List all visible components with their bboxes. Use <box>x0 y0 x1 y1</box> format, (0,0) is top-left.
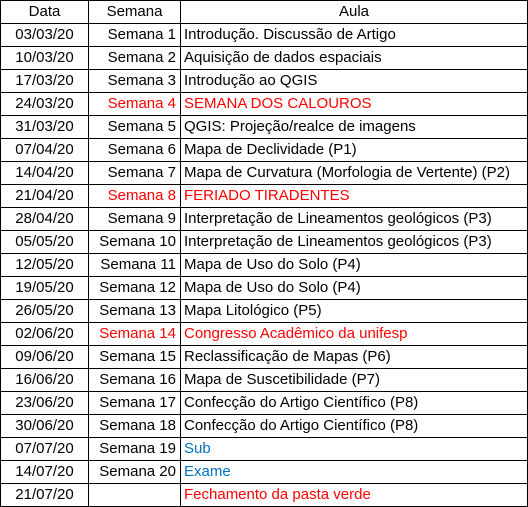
cell-aula: Mapa de Uso do Solo (P4) <box>181 254 528 277</box>
table-row <box>1 185 528 208</box>
table-row <box>1 93 528 116</box>
cell-data: 07/04/20 <box>1 139 89 162</box>
cell-semana: Semana 12 <box>89 277 181 300</box>
cell-aula: Confecção do Artigo Científico (P8) <box>181 415 528 438</box>
table-row <box>1 369 528 392</box>
cell-data: 24/03/20 <box>1 93 89 116</box>
cell-aula: Exame <box>181 461 528 484</box>
cell-aula: Introdução ao QGIS <box>181 70 528 93</box>
table-row <box>1 139 528 162</box>
table-row <box>1 231 528 254</box>
table-row <box>1 346 528 369</box>
header-aula: Aula <box>181 1 528 24</box>
cell-aula: Confecção do Artigo Científico (P8) <box>181 392 528 415</box>
cell-aula: QGIS: Projeção/realce de imagens <box>181 116 528 139</box>
cell-semana: Semana 5 <box>89 116 181 139</box>
cell-semana: Semana 8 <box>89 185 181 208</box>
table-row <box>1 438 528 461</box>
table-row <box>1 484 528 507</box>
cell-data: 16/06/20 <box>1 369 89 392</box>
cell-semana: Semana 14 <box>89 323 181 346</box>
cell-semana <box>89 484 181 507</box>
cell-semana: Semana 3 <box>89 70 181 93</box>
cell-semana: Semana 4 <box>89 93 181 116</box>
table-row <box>1 24 528 47</box>
cell-aula: FERIADO TIRADENTES <box>181 185 528 208</box>
cell-semana: Semana 11 <box>89 254 181 277</box>
cell-semana: Semana 16 <box>89 369 181 392</box>
table-row <box>1 254 528 277</box>
cell-semana: Semana 13 <box>89 300 181 323</box>
cell-aula: Mapa Litológico (P5) <box>181 300 528 323</box>
cell-semana: Semana 18 <box>89 415 181 438</box>
cell-semana: Semana 9 <box>89 208 181 231</box>
table-row <box>1 277 528 300</box>
cell-data: 14/04/20 <box>1 162 89 185</box>
cell-data: 17/03/20 <box>1 70 89 93</box>
header-data: Data <box>1 1 89 24</box>
cell-data: 31/03/20 <box>1 116 89 139</box>
table-row <box>1 300 528 323</box>
table-row <box>1 70 528 93</box>
cell-semana: Semana 17 <box>89 392 181 415</box>
cell-aula: Sub <box>181 438 528 461</box>
cell-data: 19/05/20 <box>1 277 89 300</box>
cell-aula: Mapa de Suscetibilidade (P7) <box>181 369 528 392</box>
header-row <box>1 1 528 24</box>
cell-aula: Mapa de Declividade (P1) <box>181 139 528 162</box>
cell-aula: Introdução. Discussão de Artigo <box>181 24 528 47</box>
cell-data: 21/04/20 <box>1 185 89 208</box>
cell-aula: Congresso Acadêmico da unifesp <box>181 323 528 346</box>
cell-semana: Semana 20 <box>89 461 181 484</box>
cell-semana: Semana 6 <box>89 139 181 162</box>
cell-data: 14/07/20 <box>1 461 89 484</box>
table-row <box>1 415 528 438</box>
cell-data: 05/05/20 <box>1 231 89 254</box>
cell-data: 03/03/20 <box>1 24 89 47</box>
cell-data: 02/06/20 <box>1 323 89 346</box>
cell-aula: SEMANA DOS CALOUROS <box>181 93 528 116</box>
cell-data: 30/06/20 <box>1 415 89 438</box>
schedule-body <box>1 24 528 507</box>
table-row <box>1 323 528 346</box>
cell-data: 07/07/20 <box>1 438 89 461</box>
cell-data: 12/05/20 <box>1 254 89 277</box>
table-row <box>1 162 528 185</box>
cell-semana: Semana 2 <box>89 47 181 70</box>
cell-semana: Semana 10 <box>89 231 181 254</box>
cell-data: 23/06/20 <box>1 392 89 415</box>
table-row <box>1 392 528 415</box>
cell-data: 28/04/20 <box>1 208 89 231</box>
cell-data: 21/07/20 <box>1 484 89 507</box>
cell-data: 10/03/20 <box>1 47 89 70</box>
cell-semana: Semana 7 <box>89 162 181 185</box>
cell-semana: Semana 1 <box>89 24 181 47</box>
cell-aula: Aquisição de dados espaciais <box>181 47 528 70</box>
cell-semana: Semana 15 <box>89 346 181 369</box>
cell-aula: Interpretação de Lineamentos geológicos (P3) <box>181 231 528 254</box>
cell-semana: Semana 19 <box>89 438 181 461</box>
cell-aula: Fechamento da pasta verde <box>181 484 528 507</box>
cell-aula: Interpretação de Lineamentos geológicos (P3) <box>181 208 528 231</box>
table-row <box>1 47 528 70</box>
table-row <box>1 208 528 231</box>
cell-aula: Mapa de Curvatura (Morfologia de Vertente) (P2) <box>181 162 528 185</box>
table-row <box>1 116 528 139</box>
header-semana: Semana <box>89 1 181 24</box>
cell-aula: Reclassificação de Mapas (P6) <box>181 346 528 369</box>
cell-data: 26/05/20 <box>1 300 89 323</box>
table-row <box>1 461 528 484</box>
cell-aula: Mapa de Uso do Solo (P4) <box>181 277 528 300</box>
cell-data: 09/06/20 <box>1 346 89 369</box>
